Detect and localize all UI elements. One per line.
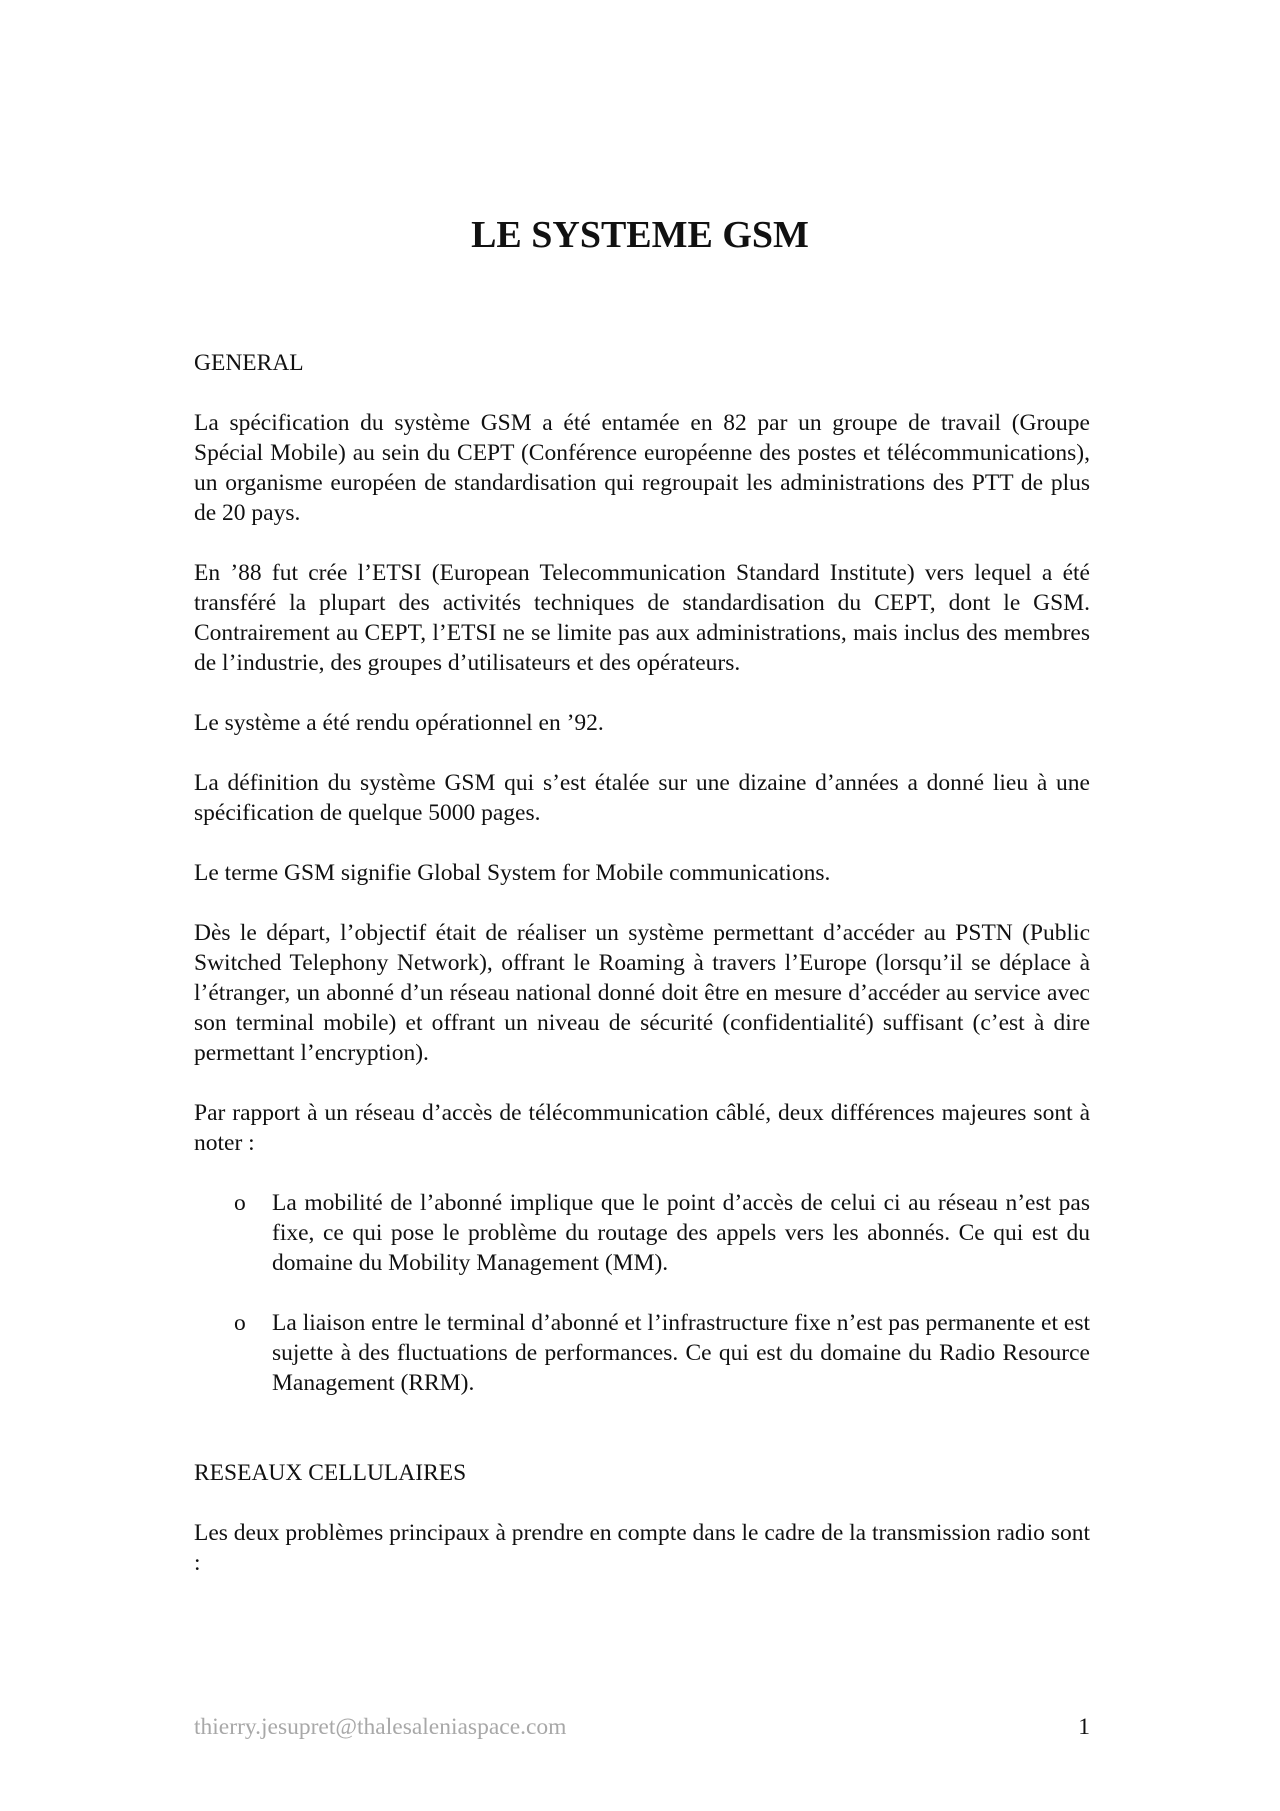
bullet-circle-icon: o bbox=[234, 1190, 246, 1216]
list-item bbox=[194, 1188, 1090, 1278]
page-number: 1 bbox=[1078, 1714, 1090, 1740]
footer-email: thierry.jesupret@thalesaleniaspace.com bbox=[194, 1714, 567, 1740]
differences-list bbox=[194, 1188, 1090, 1398]
list-item bbox=[194, 1308, 1090, 1398]
bullet-circle-icon: o bbox=[234, 1310, 246, 1336]
page-title: LE SYSTEME GSM bbox=[471, 214, 809, 256]
paragraph-gsm-meaning: Le terme GSM signifie Global System for Mobile communications. bbox=[194, 860, 831, 886]
document-body bbox=[194, 348, 1090, 1608]
section-heading-cellular: RESEAUX CELLULAIRES bbox=[194, 1460, 467, 1486]
paragraph-radio-problems: Les deux problèmes principaux à prendre en compte dans le cadre de la transmission radio sont : bbox=[194, 1520, 1090, 1576]
paragraph-etsi: En ’88 fut crée l’ETSI (European Telecommunication Standard Institute) vers lequel a été transféré la plupart des activités techniques de standardisation du CEPT, dont le GSM. Contrairement au CEPT, l’ETSI ne se limite pas aux administrations, mais inclus des membres de l’industrie, des groupes d’utilisateurs et des opérateurs. bbox=[194, 560, 1090, 676]
section-heading-general: GENERAL bbox=[194, 350, 304, 376]
section-spacer bbox=[194, 1428, 1090, 1458]
list-item-text: La liaison entre le terminal d’abonné et l’infrastructure fixe n’est pas permanente et est sujette à des fluctuations de performances. Ce qui est du domaine du Radio Resource Management (RRM). bbox=[272, 1310, 1090, 1396]
paragraph-gsm-specification: La spécification du système GSM a été entamée en 82 par un groupe de travail (Groupe Spécial Mobile) au sein du CEPT (Conférence européenne des postes et télécommunications), un organisme européen de standardisation qui regroupait les administrations des PTT de plus de 20 pays. bbox=[194, 410, 1090, 526]
paragraph-operational: Le système a été rendu opérationnel en ’92. bbox=[194, 710, 604, 736]
paragraph-differences-intro: Par rapport à un réseau d’accès de télécommunication câblé, deux différences majeures sont à noter : bbox=[194, 1100, 1090, 1156]
paragraph-definition: La définition du système GSM qui s’est étalée sur une dizaine d’années a donné lieu à une spécification de quelque 5000 pages. bbox=[194, 770, 1090, 826]
page-footer bbox=[194, 1712, 1090, 1742]
paragraph-objective: Dès le départ, l’objectif était de réaliser un système permettant d’accéder au PSTN (Public Switched Telephony Network), offrant le Roaming à travers l’Europe (lorsqu’il se déplace à l’étranger, un abonné d’un réseau national donné doit être en mesure d’accéder au service avec son terminal mobile) et offrant un niveau de sécurité (confidentialité) suffisant (c’est à dire permettant l’encryption). bbox=[194, 920, 1090, 1066]
list-item-text: La mobilité de l’abonné implique que le point d’accès de celui ci au réseau n’est pas fixe, ce qui pose le problème du routage des appels vers les abonnés. Ce qui est du domaine du Mobility Management (MM). bbox=[272, 1190, 1090, 1276]
